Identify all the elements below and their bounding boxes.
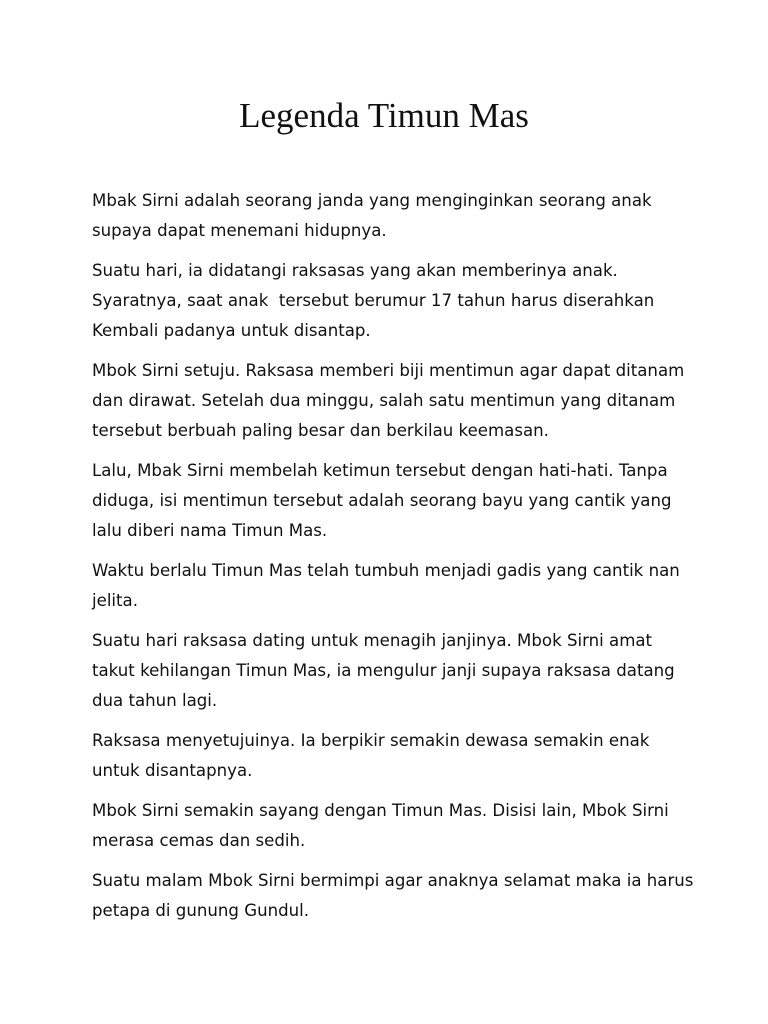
paragraph bbox=[92, 866, 692, 926]
text-line: merasa cemas dan sedih. bbox=[92, 831, 306, 850]
text-line: Mbak Sirni adalah seorang janda yang menginginkan seorang anak bbox=[92, 191, 652, 210]
text-line: Suatu hari, ia didatangi raksasas yang akan memberinya anak. bbox=[92, 261, 618, 280]
paragraph bbox=[92, 456, 692, 546]
text-line: Suatu hari raksasa dating untuk menagih janjinya. Mbok Sirni amat bbox=[92, 631, 653, 650]
text-line: takut kehilangan Timun Mas, ia mengulur janji supaya raksasa datang bbox=[92, 661, 675, 680]
document-body bbox=[92, 186, 692, 936]
text-line: Mbok Sirni semakin sayang dengan Timun Mas. Disisi lain, Mbok Sirni bbox=[92, 801, 669, 820]
paragraph bbox=[92, 356, 692, 446]
text-line: jelita. bbox=[92, 591, 138, 610]
text-line: untuk disantapnya. bbox=[92, 761, 253, 780]
paragraph bbox=[92, 626, 692, 716]
text-line: diduga, isi mentimun tersebut adalah seorang bayu yang cantik yang bbox=[92, 491, 672, 510]
text-line: petapa di gunung Gundul. bbox=[92, 901, 310, 920]
text-line: dan dirawat. Setelah dua minggu, salah satu mentimun yang ditanam bbox=[92, 391, 676, 410]
text-line: lalu diberi nama Timun Mas. bbox=[92, 521, 328, 540]
text-line: Suatu malam Mbok Sirni bermimpi agar anaknya selamat maka ia harus bbox=[92, 871, 694, 890]
text-line: Lalu, Mbak Sirni membelah ketimun tersebut dengan hati-hati. Tanpa bbox=[92, 461, 668, 480]
paragraph bbox=[92, 796, 692, 856]
text-line: tersebut berbuah paling besar dan berkilau keemasan. bbox=[92, 421, 549, 440]
text-line: Kembali padanya untuk disantap. bbox=[92, 321, 371, 340]
text-line: Syaratnya, saat anak tersebut berumur 17 tahun harus diserahkan bbox=[92, 291, 655, 310]
paragraph bbox=[92, 186, 692, 246]
paragraph bbox=[92, 556, 692, 616]
text-line: Raksasa menyetujuinya. Ia berpikir semakin dewasa semakin enak bbox=[92, 731, 650, 750]
text-line: dua tahun lagi. bbox=[92, 691, 218, 710]
paragraph bbox=[92, 726, 692, 786]
document-title: Legenda Timun Mas bbox=[239, 96, 529, 135]
text-line: supaya dapat menemani hidupnya. bbox=[92, 221, 387, 240]
text-line: Mbok Sirni setuju. Raksasa memberi biji mentimun agar dapat ditanam bbox=[92, 361, 685, 380]
text-line: Waktu berlalu Timun Mas telah tumbuh menjadi gadis yang cantik nan bbox=[92, 561, 680, 580]
paragraph bbox=[92, 256, 692, 346]
